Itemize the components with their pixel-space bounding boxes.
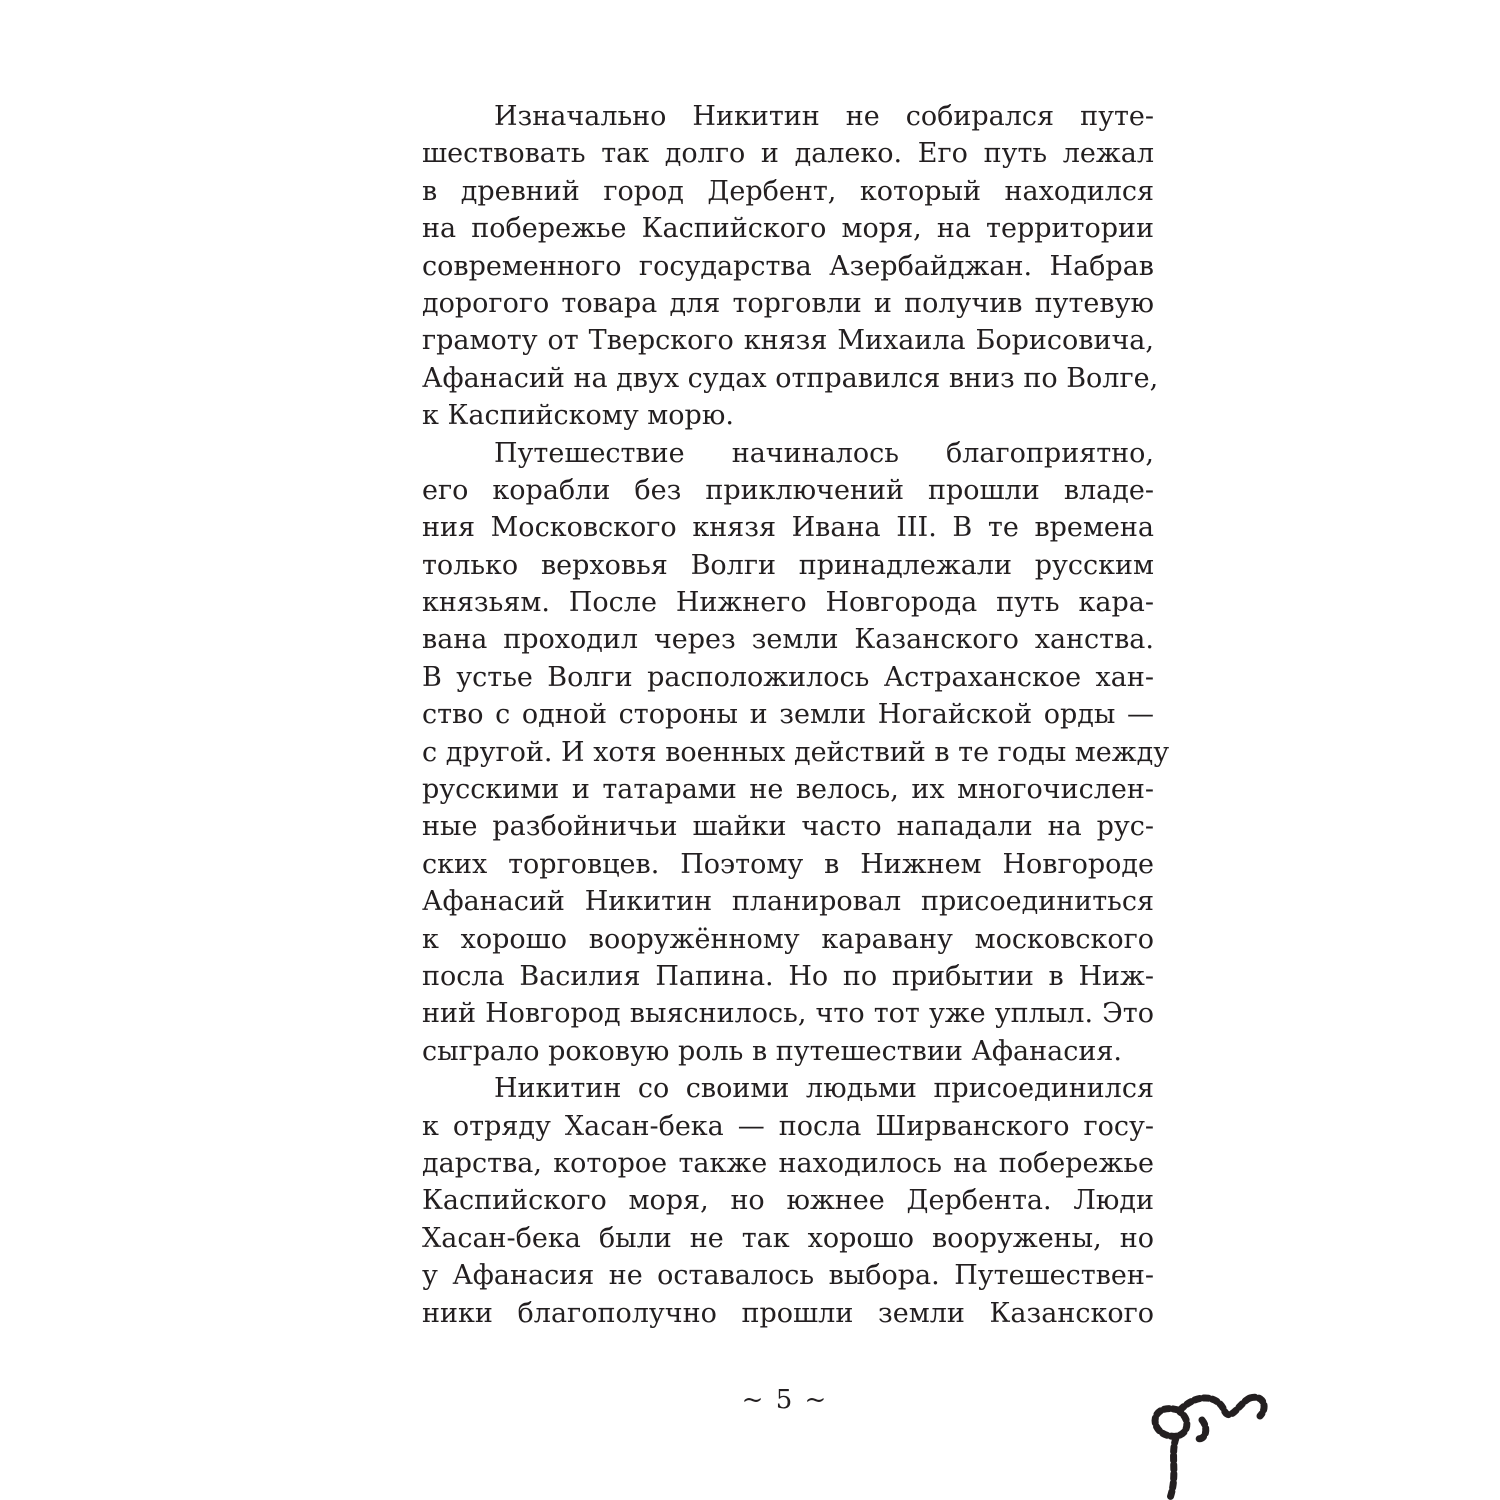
text-line: шествовать так долго и далеко. Его путь лежал [422,138,1154,170]
text-line: ные разбойничьи шайки часто нападали на рус- [422,811,1154,843]
page-number: ~ 5 ~ [741,1385,829,1415]
paragraph [422,1070,1154,1332]
text-line: дорогого товара для торговли и получив путевую [422,287,1154,319]
text-line: его корабли без приключений прошли владе- [422,474,1154,506]
text-line: к хорошо вооружённому каравану московского [422,923,1154,955]
paragraph [422,98,1159,435]
text-line: ний Новгород выяснилось, что тот уже уплыл. Это [422,998,1154,1030]
text-line: Афанасий Никитин планировал присоединиться [422,886,1154,918]
text-line: только верховья Волги принадлежали русским [422,549,1154,581]
text-line: Путешествие начиналось благоприятно, [494,437,1154,469]
text-line: у Афанасия не оставалось выбора. Путешествен- [422,1260,1154,1292]
text-line: в древний город Дербент, который находился [422,175,1154,207]
text-line: вана проходил через земли Казанского ханства. [422,624,1154,656]
text-line: Никитин со своими людьми присоединился [494,1073,1154,1105]
text-line: сыграло роковую роль в путешествии Афанасия. [422,1035,1122,1067]
text-line: ство с одной стороны и земли Ногайской орды — [422,699,1154,731]
text-line: ники благополучно прошли земли Казанского [422,1297,1154,1329]
text-line: Каспийского моря, но южнее Дербента. Люди [422,1185,1154,1217]
text-line: на побережье Каспийского моря, на территории [422,213,1154,245]
text-line: князьям. После Нижнего Новгорода путь кара- [422,587,1154,619]
rope-swirl-ornament-icon [1140,1380,1280,1500]
text-line: современного государства Азербайджан. Набрав [422,250,1154,282]
text-line: к отряду Хасан-бека — посла Ширванского госу- [422,1110,1154,1142]
text-line: Афанасий на двух судах отправился вниз по Волге, [422,362,1159,394]
text-line: Изначально Никитин не собирался путе- [494,101,1154,132]
text-line: ских торговцев. Поэтому в Нижнем Новгороде [422,848,1154,880]
text-line: ния Московского князя Ивана III. В те времена [422,512,1154,544]
body-text [422,98,1170,1332]
text-line: Хасан-бека были не так хорошо вооружены, но [422,1222,1154,1254]
text-line: дарства, которое также находилось на побережье [422,1147,1154,1179]
text-line: посла Василия Папина. Но по прибытии в Ниж- [422,960,1154,992]
text-line: русскими и татарами не велось, их многочислен- [422,774,1154,806]
paragraph [422,435,1170,1071]
text-line: грамоту от Тверского князя Михаила Борисовича, [422,325,1154,357]
text-line: с другой. И хотя военных действий в те годы между [422,736,1170,768]
text-line: к Каспийскому морю. [422,400,734,432]
text-line: В устье Волги расположилось Астраханское хан- [422,661,1154,693]
